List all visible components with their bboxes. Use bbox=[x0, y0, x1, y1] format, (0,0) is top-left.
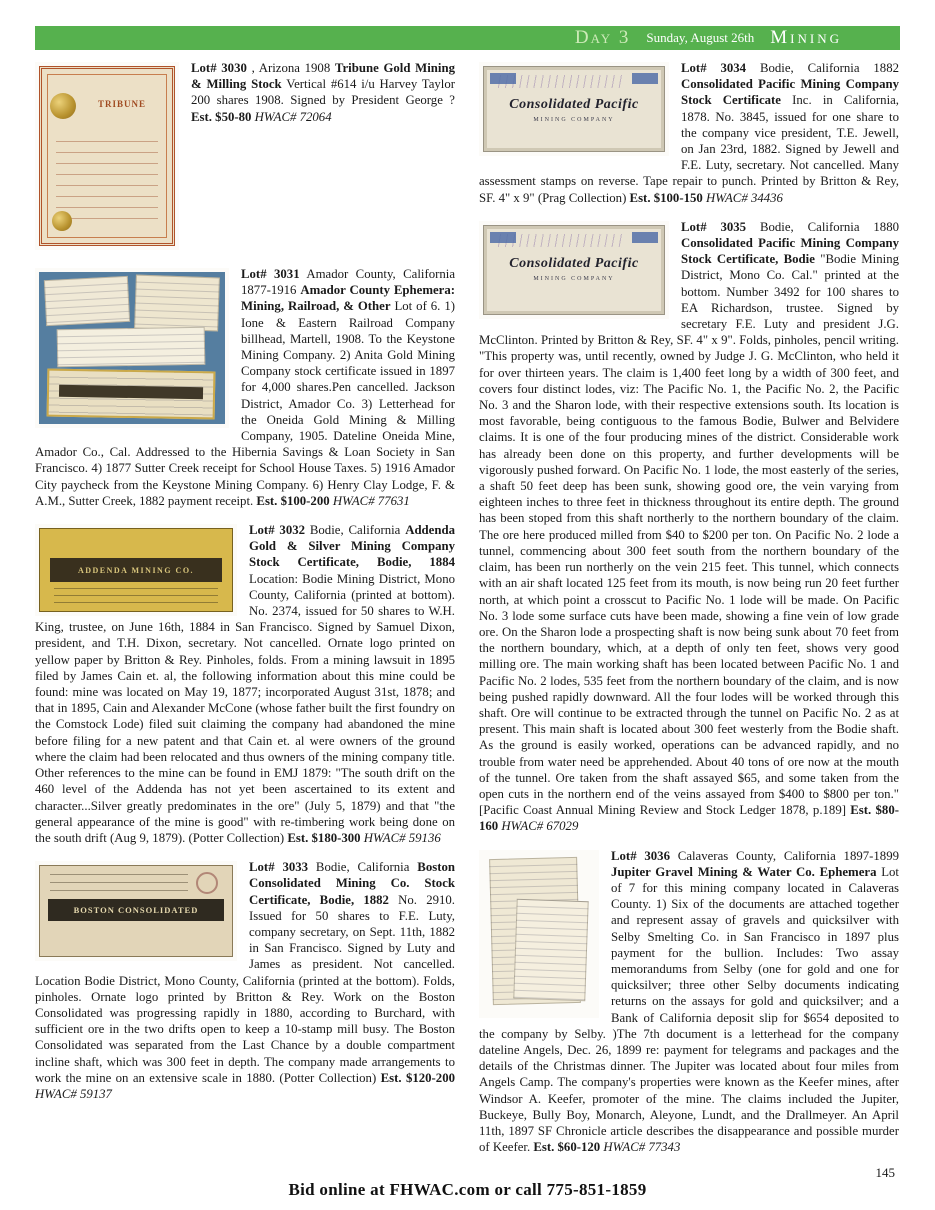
lot-estimate: Est. $180-300 bbox=[287, 830, 361, 845]
certificate-title-text: TRIBUNE bbox=[97, 99, 146, 109]
lot-body: Lot of 7 for this mining company located in Calaveras County. 1) Six of the documents are attached together and represent assay of gravels and quicksilver with Selby Smelting Co. in San Francisco in 1897 plus payment for the bullion. Includes: Two assay memorandums from Selby (one for gold and one for quicksilver; three other Selby documents indicating returns on the assays for gold and quicksilver; and a Bank of California deposit slip for $654 deposited to the company by Selby. )The 7th document is a letterhead for the company dateline Angels, Dec. 26, 1899 re: payment for telegrams and packages and the details of the Christmas dinner. The Jupiter was located about four miles from Angels Camp. The company's properties were known as the Keefer mines, after Windsor A. Keefer, promoter of the mine. The claims included the Jupiter, Buckeye, Bully Boy, Monarch, Aleyone, Lundt, and the Drallmeyer. An April 11th, 1897 SF Chronicle article describes the disappearance and possible murder of Keefer. bbox=[479, 864, 899, 1155]
lot-body: Inc. in California, 1878. No. 3845, issued for one share to the company vice president, T.E. Jewell, on Jan 23rd, 1882. Signed by Jewell and F.E. Luty, secretary. Not cancelled. Many assessment stamps on reverse. Tape repair to punch. Printed by Britton & Rey, SF. 4" x 9" (Prag Collection) bbox=[479, 93, 900, 205]
lot-3030-photo bbox=[35, 62, 179, 250]
content-columns bbox=[0, 60, 935, 1168]
lot-estimate: Est. $80-160 bbox=[479, 803, 899, 834]
lot-title: Consolidated Pacific Mining Company Stock Certificate bbox=[681, 77, 899, 108]
lot-title: Tribune Gold Mining & Milling Stock bbox=[191, 61, 455, 92]
certificate-image-boston bbox=[39, 865, 233, 957]
lot-3034 bbox=[479, 60, 899, 206]
number-box bbox=[632, 232, 658, 243]
certificate-title-band: BOSTON CONSOLIDATED bbox=[48, 899, 224, 921]
lot-hwac: HWAC# 72064 bbox=[254, 109, 332, 124]
lot-hwac: HWAC# 77631 bbox=[332, 493, 410, 508]
stock-certificate-paper bbox=[47, 369, 216, 420]
lot-hwac: HWAC# 67029 bbox=[501, 819, 579, 834]
lot-3031-photo bbox=[35, 268, 229, 428]
header-bar bbox=[35, 26, 900, 50]
lot-number: Lot# 3031 bbox=[241, 267, 300, 281]
lot-body: "Bodie Mining District, Mono Co. Cal." printed at the bottom. Number 3492 for 100 shares to EA Richardson, trustee. Signed by secretary F.E. Luty and president J.G. McClinton. Printed by Britton & Rey, SF. 4" x 9". Folds, pinholes, pencil writing. "This property was, until recently, owned by Judge J. G. McClinton, who held it for over thirteen years. The claim is 1,400 feet long by a width of 300 feet, and covers four distinct lodes, viz: The Pacific No. 1, the Pacific No. 2, the Pacific No. 3 and the Sharon lode, with their respective extensions south. Its location is most favorable, being contiguous to the famous Bodie, Bulwer and Belvidere claims. It is one of the four producing mines of the district. Considerable work has already been done on this property, and further developments will be vigorously pushed forward. On Pacific No. 1 lode, the most easterly of the series, a shaft 50 feet deep has been sunk, showing good ore, the vein varying from eighteen inches to three feet in thickness throughout its entire depth. The ground has been stoped from this shaft northerly to the northern boundary of the claim. The ore here produced milled from $40 to $200 per ton. On Pacific No. 2 lode a tunnel, commencing about 300 feet south from the northern boundary of the claim, has been run northerly on the vein 215 feet. This tunnel, which connects with an air shaft located 125 feet from its mouth, is now being run 20 feet further north, at which point a crosscut to Pacific No. 1 lode will be made. On Pacific No. 3 lode some surface cuts have been made, showing a fine vein of low grade ore. On the Sharon lode a prospecting shaft is now being sunk about 70 feet from the northern boundary, which, at a depth of only ten feet, shows very good milling ore. The main working shaft has been located between Pacific No. 1 and Pacific No. 2 lodes, 535 feet from the northern boundary of the claim, and is now being pushed rapidly downward. All the four lodes will be worked through this shaft. Ore will continue to be extracted through the tunnel on Pacific No. 2 as at present. This main shaft is located about 300 feet westerly from the Bodie shaft. As the ground is easily worked, operations can be advanced rapidly, and no trouble from water need be apprehended. About 40 tons of ore now at the mouth of the tunnel. Ore taken from the shaft assayed $65, and some taken from the open cuts in the northern end of the veins assayed from $400 to $800 per ton." [Pacific Coast Annual Mining Review and Stock Ledger 1878, p.189] bbox=[479, 252, 899, 818]
round-stamp-icon bbox=[196, 872, 218, 894]
lot-3030 bbox=[35, 60, 455, 253]
number-box bbox=[490, 232, 516, 243]
lot-title: Consolidated Pacific Mining Company Stock Certificate, Bodie bbox=[681, 236, 899, 267]
document-paper bbox=[57, 327, 206, 368]
lot-body: No. 2910. Issued for 50 shares to F.E. Luty, company secretary, on Sept. 11th, 1882 in San Francisco. Signed by Luty and James as president. Not cancelled. Location Bodie District, Mono County, California (printed at the bottom). Folds, pinholes. Ornate logo printed by Britton & Rey. Work on the Boston Consolidated was progressing rapidly in 1880, according to Burchard, with sufficient ore in the two drifts open to keep a 10-stamp mill busy. The Boston Consolidated was separated from the Last Chance by a double compartment incline shaft, which was 300 feet in depth. The company made arrangements to work the mine on an extensive scale in 1880. (Potter Collection) bbox=[35, 892, 455, 1085]
lot-body: Lot of 6. 1) Ione & Eastern Railroad Company billhead, Martell, 1908. To the Keystone Mining Company. 2) Anita Gold Mining Company stock certificate issued in 1897 for 4,000 shares.Pen cancelled. Jackson District, Amador Co. 3) Letterhead for the Oneida Gold Mining & Milling Company, 1905. Dateline Oneida Mine, Amador Co., Cal. Addressed to the Hibernia Savings & Loan Society in San Francisco. 4) 1877 Sutter Creek receipt for School House Taxes. 5) 1916 Amador City paycheck from the Keystone Mining Company. 6) Henry Clay Lodge, F. & A.M., Sutter Creek, 1882 payment receipt. bbox=[35, 299, 455, 508]
lot-number: Lot# 3030 bbox=[191, 61, 247, 75]
lot-3036-photo bbox=[479, 850, 599, 1018]
certificate-image-consolidated-pacific bbox=[483, 66, 665, 152]
certificate-title-band bbox=[59, 385, 203, 400]
lot-location: Bodie, California bbox=[315, 860, 410, 875]
lot-estimate: Est. $100-150 bbox=[629, 190, 703, 205]
certificate-title-band: ADDENDA MINING CO. bbox=[50, 558, 222, 582]
gold-seal-icon bbox=[50, 93, 76, 119]
lot-location: Bodie, California bbox=[309, 523, 401, 538]
lot-estimate: Est. $120-200 bbox=[380, 1070, 455, 1085]
lot-number: Lot# 3036 bbox=[611, 848, 670, 863]
certificate-image-consolidated-pacific bbox=[483, 225, 665, 315]
lot-hwac: HWAC# 77343 bbox=[603, 1140, 681, 1155]
lot-number: Lot# 3035 bbox=[681, 219, 747, 234]
lot-title: Jupiter Gravel Mining & Water Co. Ephemera bbox=[611, 864, 877, 879]
ephemera-documents-image bbox=[483, 854, 595, 1014]
certificate-image-tribune bbox=[39, 66, 175, 246]
lot-3033-photo bbox=[35, 861, 237, 961]
lot-body: Vertical #614 i/u Harvey Taylor 200 shares 1908. Signed by President George ? bbox=[191, 77, 456, 108]
lot-number: Lot# 3032 bbox=[249, 523, 306, 538]
ephemera-group-image bbox=[39, 272, 225, 424]
lot-estimate: Est. $60-120 bbox=[533, 1140, 601, 1155]
page-footer bbox=[0, 1166, 935, 1200]
lot-hwac: HWAC# 34436 bbox=[705, 190, 783, 205]
lot-3032 bbox=[35, 522, 455, 846]
left-column bbox=[35, 60, 455, 1168]
document-paper bbox=[134, 275, 220, 332]
lot-3033 bbox=[35, 859, 455, 1102]
lot-3035 bbox=[479, 219, 899, 835]
lot-3032-photo bbox=[35, 524, 237, 616]
header-section-label: Mining bbox=[770, 27, 842, 48]
certificate-text-lines bbox=[54, 588, 218, 604]
lot-location: Amador County, California 1877-1916 bbox=[241, 267, 456, 298]
lot-hwac: HWAC# 59136 bbox=[363, 830, 441, 845]
lot-3034-photo bbox=[479, 62, 669, 156]
certificate-subtitle-text: MINING COMPANY bbox=[533, 117, 615, 123]
gold-seal-icon bbox=[52, 211, 72, 231]
lot-location: Calaveras County, California 1897-1899 bbox=[677, 848, 899, 863]
lot-title: Addenda Gold & Silver Mining Company Stock Certificate, Bodie, 1884 bbox=[249, 523, 455, 570]
lot-location: Bodie, California 1880 bbox=[759, 219, 899, 234]
right-column bbox=[479, 60, 899, 1168]
number-box bbox=[632, 73, 658, 84]
certificate-title-text: Consolidated Pacific bbox=[509, 97, 639, 112]
header-date-label: Sunday, August 26th bbox=[646, 30, 755, 45]
header-day-label: Day 3 bbox=[574, 27, 631, 48]
lot-hwac: HWAC# 59137 bbox=[35, 1086, 112, 1101]
lot-3035-photo bbox=[479, 221, 669, 319]
footer-bid-line: Bid online at FHWAC.com or call 775-851-1859 bbox=[288, 1180, 647, 1199]
document-paper bbox=[44, 276, 130, 326]
number-box bbox=[490, 73, 516, 84]
lot-3036 bbox=[479, 848, 899, 1156]
lot-number: Lot# 3033 bbox=[249, 860, 309, 875]
lot-estimate: Est. $50-80 bbox=[191, 109, 252, 124]
lot-location: , Arizona 1908 bbox=[251, 61, 331, 75]
certificate-text-lines bbox=[56, 141, 158, 219]
certificate-image-addenda bbox=[39, 528, 233, 612]
lot-title: Amador County Ephemera: Mining, Railroad, & Other bbox=[241, 283, 455, 314]
lot-body: Location: Bodie Mining District, Mono County, California (printed at bottom). No. 2374, issued for 50 shares to W.H. King, trustee, on June 16th, 1884 in San Francisco. Signed by Samuel Dixon, president, and T.H. Dixon, secretary. Not cancelled. Ornate logo printed on yellow paper by Britton & Rey. Pinholes, folds. From a mining lawsuit in 1895 filed by James Cain et. al, the following information about this mine could be found: mine was located on May 19, 1877; incorporated August 31st, 1878; and that in 1895, Cain and Alexander McCone (whose father built the first foundry on the Comstock Lode) filed suit claiming the company had abandoned the mine before filing for a new patent and that Cain et. al were owners of the ground where the claim had been relocated and thus owners of the mining company title. Other references to the mine can be found in EMJ 1879: "The south drift on the 460 level of the Addenda has not yet been ascertained to its extent and character...Silver greatly predominates in the ore" (July 5, 1879) and that "the general appearance of the mine is good" with re-timbering work being done on the south drift (Aug 9, 1879). (Potter Collection) bbox=[35, 571, 455, 845]
certificate-title-text: Consolidated Pacific bbox=[509, 255, 639, 271]
lot-3031 bbox=[35, 266, 455, 509]
lot-title: Boston Consolidated Mining Co. Stock Certificate, Bodie, 1882 bbox=[249, 860, 455, 907]
certificate-subtitle-text: MINING COMPANY bbox=[533, 275, 615, 282]
certificate-text-lines bbox=[50, 874, 188, 892]
page-number: 145 bbox=[875, 1165, 895, 1180]
lot-estimate: Est. $100-200 bbox=[256, 493, 330, 508]
lot-location: Bodie, California 1882 bbox=[759, 61, 899, 75]
lot-number: Lot# 3034 bbox=[681, 61, 747, 75]
document-paper bbox=[513, 898, 588, 1000]
